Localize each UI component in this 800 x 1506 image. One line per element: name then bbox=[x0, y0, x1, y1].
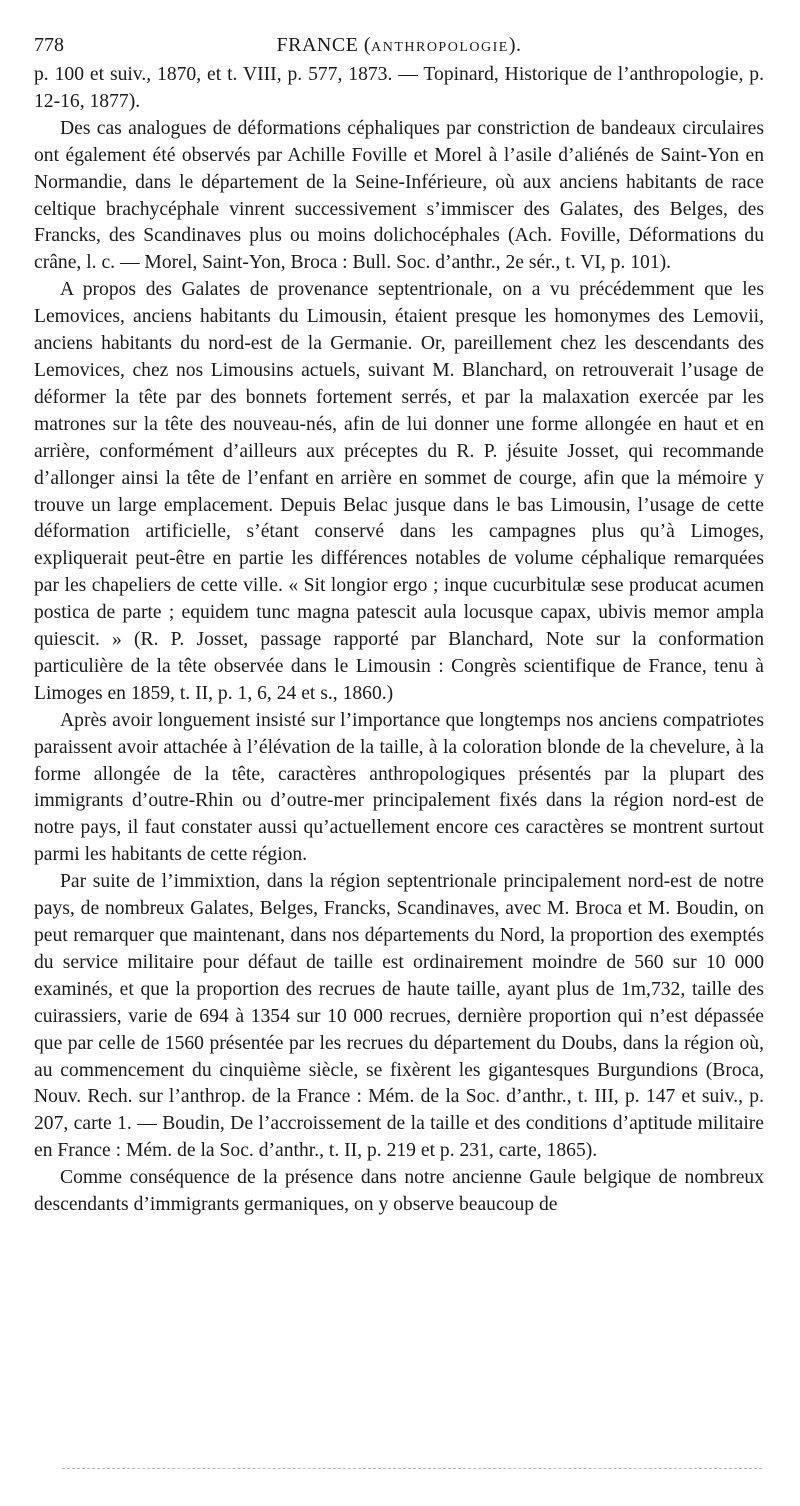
bottom-dashed-rule bbox=[62, 1468, 762, 1469]
paragraph-taille: Par suite de l’immixtion, dans la région septentrionale principalement nord-est de notre pays, de nombreux Galates, Belges, Francks, Scandinaves, avec M. Broca et M. Boudin, on peut remarquer que maintenant, dans nos départements du Nord, la proportion des exemptés du service militaire pour défaut de taille est ordinairement moindre de 560 sur 10 000 examinés, et que la proportion des recrues de haute taille, ayant plus de 1m,732, taille des cuirassiers, varie de 694 à 1354 sur 10 000 recrues, dernière proportion qui n’est dépassée que par celle de 1560 présentée par les recrues du département du Doubs, dans la région où, au commencement du cinquième siècle, se fixèrent les gigantesques Burgundions (Broca, Nouv. Rech. sur l’anthrop. de la France : Mém. de la Soc. d’anthr., t. III, p. 147 et suiv., p. 207, carte 1. — Boudin, De l’accroissement de la taille et des conditions d’aptitude militaire en France : Mém. de la Soc. d’anthr., t. II, p. 219 et p. 231, carte, 1865). bbox=[34, 871, 764, 1162]
running-title-subject: ANTHROPOLOGIE bbox=[371, 40, 509, 55]
running-head bbox=[34, 28, 764, 62]
page-number: 778 bbox=[34, 34, 64, 56]
running-title-end: ). bbox=[508, 34, 522, 56]
paragraph-deformations: Des cas analogues de déformations céphaliques par constriction de bandeaux circulaires ont également été observés par Achille Foville et Morel à l’asile d’aliénés de Saint-Yon en Normandie, dans le département de la Seine-Inférieure, où aux anciens habitants de race celtique brachycéphale vinrent successivement s’immiscer des Galates, des Belges, des Francks, des Scandinaves plus ou moins dolichocéphales (Ach. Foville, Déformations du crâne, l. c. — Morel, Saint-Yon, Broca : Bull. Soc. d’anthr., 2e sér., t. VI, p. 101). bbox=[34, 117, 764, 274]
text-body bbox=[34, 62, 764, 1219]
paragraph-gaule-belgique: Comme conséquence de la présence dans notre ancienne Gaule belgique de nombreux descendants d’immigrants germaniques, on y observe beaucoup de bbox=[34, 1167, 764, 1216]
paragraph-lemovices: A propos des Galates de provenance septentrionale, on a vu précédemment que les Lemovices, anciens habitants du Limousin, étaient presque les homonymes des Lemovii, anciens habitants du nord-est de la Germanie. Or, pareillement chez les descendants des Lemovices, chez nos Limousins actuels, suivant M. Blanchard, on retrouverait l’usage de déformer la tête par des bonnets fortement serrés, et par la malaxation exercée par les matrones sur la tête des nouveau-nés, afin de lui donner une forme allongée en haut et en arrière, conformément d’ailleurs aux préceptes du R. P. jésuite Josset, qui recommande d’allonger ainsi la tête de l’enfant en arrière en sommet de courge, afin que la mémoire y trouve un large emplacement. Depuis Belac jusque dans le bas Limousin, l’usage de cette déformation artificielle, s’étant conservé dans les campagnes plus qu’à Limoges, expliquerait peut-être en partie les différences notables de volume céphalique remarquées par les chapeliers de cette ville. « Sit longior ergo ; inque cucurbitulæ sese producat acumen postica de parte ; equidem tunc magna patescit aula locusque capax, ubivis memor ampla quiescit. » (R. P. Josset, passage rapporté par Blanchard, Note sur la conformation particulière de la tête observée dans le Limousin : Congrès scientifique de France, tenu à Limoges en 1859, t. II, p. 1, 6, 24 et s., 1860.) bbox=[34, 279, 764, 704]
paragraph-continued: p. 100 et suiv., 1870, et t. VIII, p. 577, 1873. — Topinard, Historique de l’anthropologie, p. 12-16, 1877). bbox=[34, 64, 764, 112]
page bbox=[34, 28, 764, 1219]
paragraph-caracteres: Après avoir longuement insisté sur l’importance que longtemps nos anciens compatriotes paraissent avoir attachée à l’élévation de la taille, à la coloration blonde de la chevelure, à la forme allongée de la tête, caractères anthropologiques présentés par la plupart des immigrants d’outre-Rhin ou d’outre-mer principalement fixés dans la région nord-est de notre pays, il faut constater aussi qu’actuellement encore ces caractères se montrent surtout parmi les habitants de cette région. bbox=[34, 709, 764, 866]
running-title-main: FRANCE ( bbox=[276, 34, 372, 56]
running-title bbox=[34, 28, 764, 65]
